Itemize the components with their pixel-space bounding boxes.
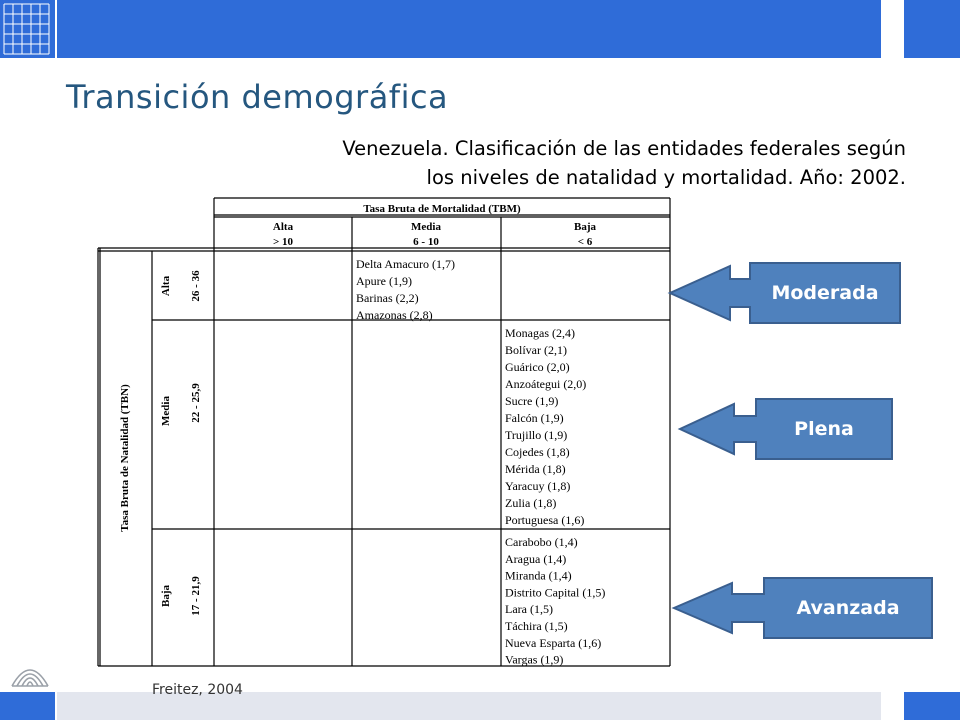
col-alta-label: Alta — [272, 221, 294, 233]
row-alta-range: 26 - 36 — [190, 270, 202, 302]
col-baja-range: < 6 — [577, 236, 593, 248]
header-bar-right — [904, 0, 960, 58]
row-media-label: Media — [160, 396, 172, 426]
tbm-header: Tasa Bruta de Mortalidad (TBM) — [363, 203, 521, 215]
col-media-label: Media — [411, 221, 441, 233]
footer-bar-left — [0, 692, 55, 720]
entity-item: Delta Amacuro (1,7) — [356, 257, 455, 271]
entity-item: Lara (1,5) — [505, 602, 553, 617]
page-title: Transición demográfica — [66, 78, 449, 116]
row-alta-label: Alta — [160, 275, 172, 297]
entity-item: Bolívar (2,1) — [505, 343, 567, 357]
caption-line-1: Venezuela. Clasificación de las entidades federales según — [342, 137, 906, 160]
label-plena: Plena — [794, 418, 854, 440]
university-logo-icon — [8, 656, 52, 692]
tbn-header: Tasa Bruta de Natalidad (TBN) — [119, 384, 131, 532]
row-media-range: 22 - 25,9 — [190, 383, 202, 423]
entity-item: Zulia (1,8) — [505, 496, 557, 510]
entity-item: Táchira (1,5) — [505, 619, 568, 633]
col-baja-label: Baja — [574, 221, 596, 233]
grid-logo — [0, 0, 55, 58]
entity-item: Anzoátegui (2,0) — [505, 377, 587, 391]
entity-item: Vargas (1,9) — [505, 652, 564, 667]
footer-bar-right — [904, 692, 960, 720]
entity-item: Apure (1,9) — [356, 274, 412, 288]
row-baja-label: Baja — [160, 585, 172, 607]
label-avanzada: Avanzada — [796, 597, 900, 619]
entity-item: Barinas (2,2) — [356, 291, 419, 305]
entity-item: Cojedes (1,8) — [505, 445, 570, 459]
entity-item: Miranda (1,4) — [505, 568, 572, 583]
entity-item: Amazonas (2,8) — [356, 308, 433, 322]
col-media-range: 6 - 10 — [413, 236, 439, 248]
classification-table — [96, 196, 672, 670]
entity-item: Distrito Capital (1,5) — [505, 585, 606, 600]
grid-logo-icon — [0, 0, 55, 58]
caption-line-2: los niveles de natalidad y mortalidad. Año: 2002. — [426, 166, 906, 189]
entity-item: Mérida (1,8) — [505, 462, 566, 476]
header-bar — [57, 0, 881, 58]
entity-item: Guárico (2,0) — [505, 360, 570, 374]
entity-item: Yaracuy (1,8) — [505, 479, 571, 493]
label-moderada: Moderada — [771, 282, 879, 304]
entity-item: Monagas (2,4) — [505, 326, 575, 340]
table-caption — [180, 134, 906, 192]
col-alta-range: > 10 — [272, 236, 294, 248]
source-note: Freitez, 2004 — [152, 682, 243, 698]
entity-item: Falcón (1,9) — [505, 411, 564, 425]
entity-item: Nueva Esparta (1,6) — [505, 635, 602, 650]
entity-item: Sucre (1,9) — [505, 394, 559, 408]
entity-item: Aragua (1,4) — [505, 551, 567, 566]
row-baja-range: 17 - 21,9 — [190, 576, 202, 616]
entity-item: Portuguesa (1,6) — [505, 513, 585, 527]
entity-item: Carabobo (1,4) — [505, 535, 578, 549]
entity-item: Trujillo (1,9) — [505, 428, 568, 442]
